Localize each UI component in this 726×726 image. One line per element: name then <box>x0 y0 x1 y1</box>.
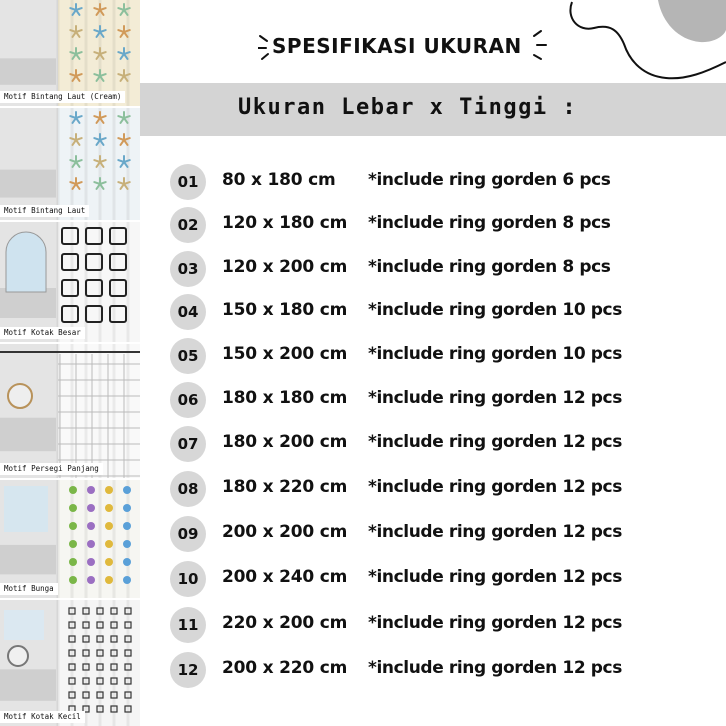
ring-count-note: *include ring gorden 12 pcs <box>368 567 622 587</box>
row-number-badge: 11 <box>170 607 206 643</box>
motif-photo-bintang-laut <box>0 108 140 220</box>
motif-photo-persegi-panjang <box>0 344 140 478</box>
size-row <box>170 426 726 462</box>
size-row <box>170 471 726 507</box>
motif-photo-strip <box>0 0 140 726</box>
ring-count-note: *include ring gorden 8 pcs <box>368 257 611 277</box>
ring-count-note: *include ring gorden 10 pcs <box>368 344 622 364</box>
size-dimension: 180 x 220 cm <box>222 477 348 497</box>
starfish-photo <box>0 108 140 220</box>
row-number-badge: 06 <box>170 382 206 418</box>
size-dimension: 80 x 180 cm <box>222 170 336 190</box>
size-row <box>170 338 726 374</box>
header-text: Ukuran Lebar x Tinggi : <box>238 95 578 120</box>
size-row <box>170 164 726 200</box>
motif-label: Motif Bunga <box>0 583 58 595</box>
ring-count-note: *include ring gorden 12 pcs <box>368 658 622 678</box>
ring-count-note: *include ring gorden 12 pcs <box>368 432 622 452</box>
row-number-badge: 09 <box>170 516 206 552</box>
row-number-badge: 10 <box>170 561 206 597</box>
rectangles-photo <box>0 344 140 478</box>
motif-label: Motif Persegi Panjang <box>0 463 103 475</box>
ring-count-note: *include ring gorden 12 pcs <box>368 477 622 497</box>
row-number-badge: 08 <box>170 471 206 507</box>
row-number-badge: 07 <box>170 426 206 462</box>
size-row <box>170 652 726 688</box>
size-dimension: 150 x 180 cm <box>222 300 348 320</box>
flowers-photo <box>0 480 140 598</box>
row-number-badge: 01 <box>170 164 206 200</box>
motif-label: Motif Bintang Laut (Cream) <box>0 91 125 103</box>
row-number-badge: 02 <box>170 207 206 243</box>
motif-photo-kotak-kecil <box>0 600 140 726</box>
size-row <box>170 207 726 243</box>
motif-photo-kotak-besar <box>0 222 140 342</box>
ring-count-note: *include ring gorden 12 pcs <box>368 388 622 408</box>
size-row <box>170 382 726 418</box>
size-row <box>170 251 726 287</box>
gray-blob-shape <box>658 0 726 42</box>
size-dimension: 200 x 220 cm <box>222 658 348 678</box>
row-number-badge: 03 <box>170 251 206 287</box>
ring-count-note: *include ring gorden 10 pcs <box>368 300 622 320</box>
row-number-badge: 12 <box>170 652 206 688</box>
small-squares-photo <box>0 600 140 726</box>
header-bar <box>140 83 726 136</box>
motif-photo-bintang-laut-cream <box>0 0 140 106</box>
size-row <box>170 294 726 330</box>
ring-count-note: *include ring gorden 12 pcs <box>368 613 622 633</box>
corner-decoration <box>566 0 726 95</box>
size-row <box>170 607 726 643</box>
size-row <box>170 516 726 552</box>
size-dimension: 180 x 180 cm <box>222 388 348 408</box>
ring-count-note: *include ring gorden 6 pcs <box>368 170 611 190</box>
page-title: SPESIFIKASI UKURAN <box>272 34 522 58</box>
size-row <box>170 561 726 597</box>
motif-photo-bunga <box>0 480 140 598</box>
size-dimension: 200 x 240 cm <box>222 567 348 587</box>
ring-count-note: *include ring gorden 12 pcs <box>368 522 622 542</box>
motif-label: Motif Kotak Kecil <box>0 711 85 723</box>
motif-label: Motif Kotak Besar <box>0 327 85 339</box>
row-number-badge: 04 <box>170 294 206 330</box>
size-dimension: 220 x 200 cm <box>222 613 348 633</box>
row-number-badge: 05 <box>170 338 206 374</box>
size-dimension: 180 x 200 cm <box>222 432 348 452</box>
size-dimension: 120 x 180 cm <box>222 213 348 233</box>
size-dimension: 150 x 200 cm <box>222 344 348 364</box>
ring-count-note: *include ring gorden 8 pcs <box>368 213 611 233</box>
size-dimension: 200 x 200 cm <box>222 522 348 542</box>
size-dimension: 120 x 200 cm <box>222 257 348 277</box>
big-squares-photo <box>0 222 140 342</box>
motif-label: Motif Bintang Laut <box>0 205 89 217</box>
title-block <box>258 28 548 68</box>
